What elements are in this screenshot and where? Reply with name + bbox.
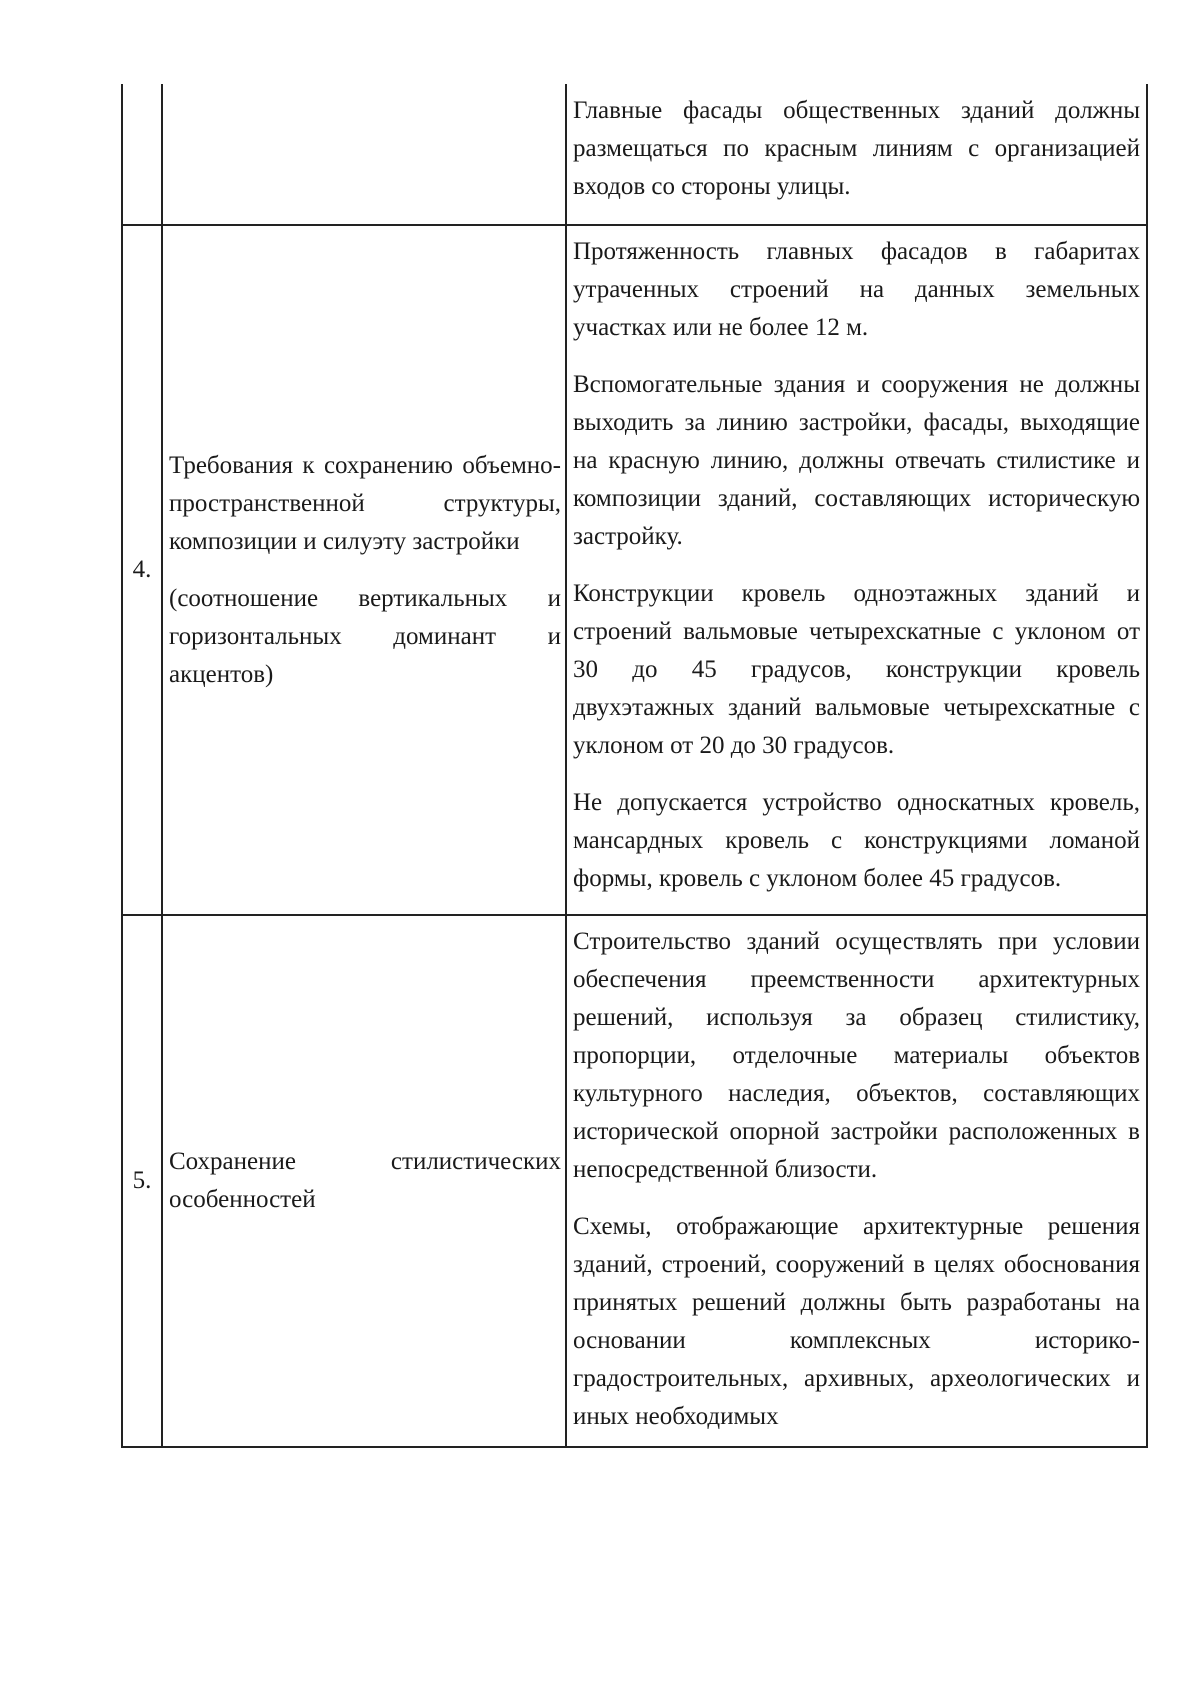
requirements-table xyxy=(121,84,1148,1448)
requirement-cell xyxy=(162,225,566,915)
description-paragraph: Вспомогательные здания и сооружения не должны выходить за линию застройки, фасады, выходящие на красную линию, должны отвечать стилистике и композиции зданий, составляющих историческую застройку. xyxy=(573,371,1140,550)
row-number-cell xyxy=(122,915,162,1447)
requirement-note: (соотношение вертикальных и горизонтальных доминант и акцентов) xyxy=(169,584,561,688)
description-paragraph: Главные фасады общественных зданий должны размещаться по красным линиям с организацией входов со стороны улицы. xyxy=(573,97,1140,200)
requirement-cell xyxy=(162,915,566,1447)
table-row xyxy=(122,84,1147,225)
requirement-title: Требования к сохранению объемно-пространственной структуры, композиции и силуэту застройки xyxy=(169,451,561,555)
table-row xyxy=(122,225,1147,915)
description-paragraph: Конструкции кровель одноэтажных зданий и строений вальмовые четырехскатные с уклоном от 30 до 45 градусов, конструкции кровель двухэтажных зданий вальмовые четырехскатные с уклоном от 20 до 30 градусов. xyxy=(573,580,1140,759)
description-cell xyxy=(566,915,1147,1447)
requirement-cell xyxy=(162,84,566,225)
requirement-title: Сохранение стилистических особенностей xyxy=(169,1148,561,1213)
row-number-cell xyxy=(122,84,162,225)
description-cell xyxy=(566,225,1147,915)
description-paragraph: Не допускается устройство односкатных кровель, мансардных кровель с конструкциями ломаной формы, кровель с уклоном более 45 градусов. xyxy=(573,789,1140,892)
row-number-cell xyxy=(122,225,162,915)
description-paragraph: Строительство зданий осуществлять при условии обеспечения преемственности архитектурных решений, используя за образец стилистику, пропорции, отделочные материалы объектов культурного наследия, объектов, составляющих исторической опорной застройки расположенных в непосредственной близости. xyxy=(573,928,1140,1183)
description-cell xyxy=(566,84,1147,225)
description-paragraph: Протяженность главных фасадов в габаритах утраченных строений на данных земельных участках или не более 12 м. xyxy=(573,238,1140,341)
table-row xyxy=(122,915,1147,1447)
description-paragraph: Схемы, отображающие архитектурные решения зданий, строений, сооружений в целях обоснования принятых решений должны быть разработаны на основании комплексных историко-градостроительных, архивных, археологических и иных необходимых xyxy=(573,1213,1140,1430)
row-number: 4. xyxy=(132,556,152,583)
row-number: 5. xyxy=(132,1167,152,1194)
